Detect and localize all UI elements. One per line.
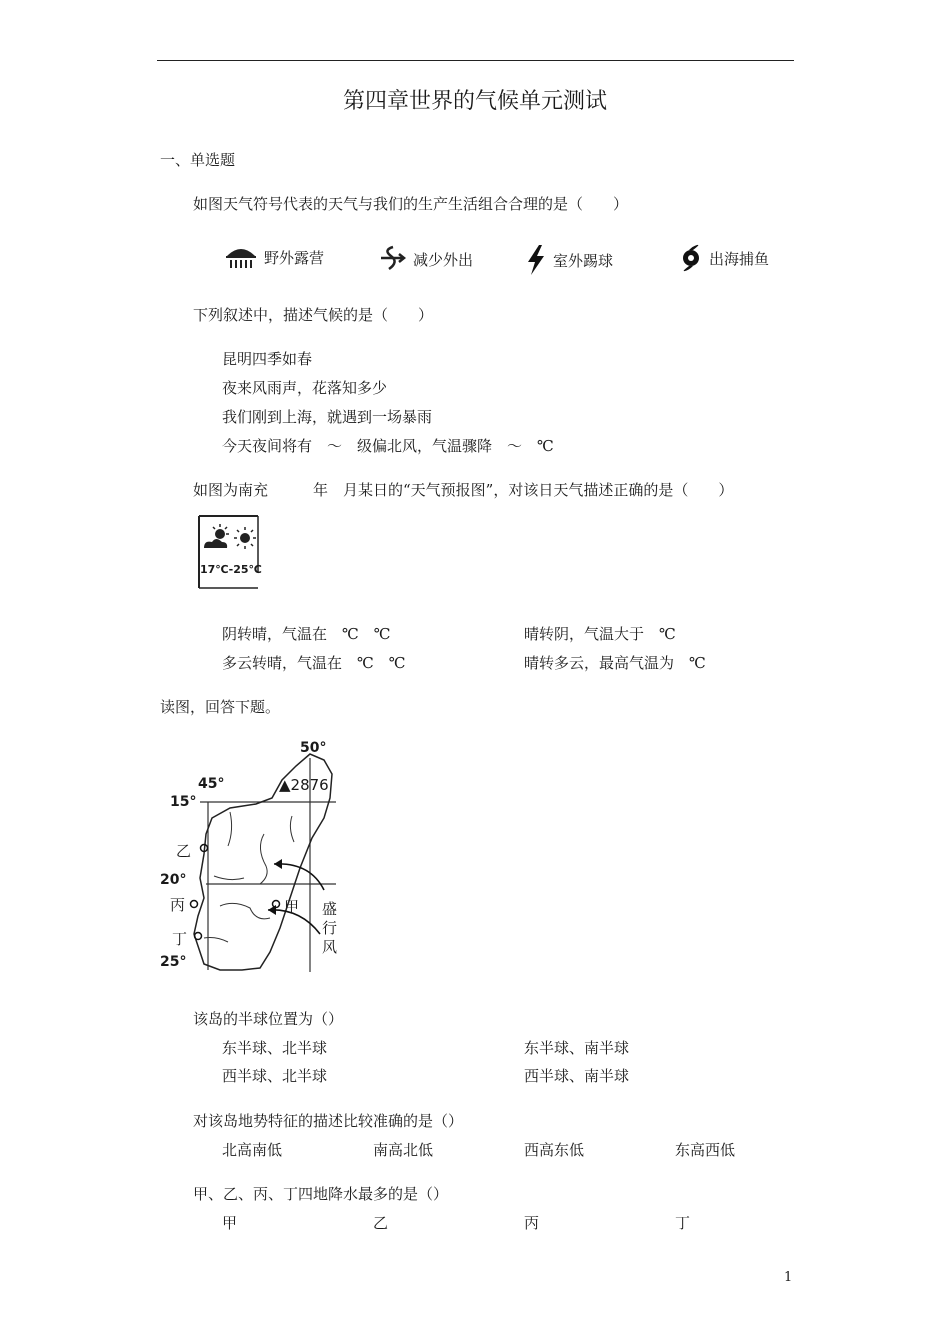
- q5-option-c[interactable]: 西高东低: [524, 1141, 585, 1159]
- q5-option-d[interactable]: 东高西低: [675, 1141, 736, 1159]
- question-3-stem: 如图为南充 年 月某日的“天气预报图”，对该日天气描述正确的是（ ）: [193, 481, 734, 499]
- q4-option-c[interactable]: 西半球、北半球: [222, 1067, 328, 1085]
- map-lat-15: 15°: [170, 794, 197, 810]
- q6-option-c[interactable]: 丙: [524, 1214, 540, 1232]
- q5-option-b[interactable]: 南高北低: [373, 1141, 434, 1159]
- q4-option-d[interactable]: 西半球、南半球: [524, 1067, 630, 1085]
- forecast-temperature: 17℃-25℃: [200, 563, 262, 576]
- map-lat-20: 20°: [160, 872, 187, 888]
- q2-option-d[interactable]: 今天夜间将有 ～ 级偏北风，气温骤降 ～ ℃: [222, 437, 554, 455]
- map-lon-45: 45°: [198, 776, 225, 792]
- question-2-stem: 下列叙述中，描述气候的是（ ）: [193, 306, 434, 324]
- weather-forecast-figure: [196, 512, 262, 590]
- q1-option-a[interactable]: [224, 244, 324, 270]
- q2-option-c[interactable]: 我们刚到上海，就遇到一场暴雨: [222, 408, 433, 426]
- header-rule: [157, 60, 794, 61]
- q1-option-c-label: 室外踢球: [553, 251, 614, 270]
- q3-option-c[interactable]: 多云转晴，气温在 ℃ ℃: [222, 654, 406, 672]
- map-place-jia: 甲: [284, 898, 300, 916]
- q1-option-d[interactable]: [679, 244, 769, 272]
- map-lon-50: 50°: [300, 740, 327, 756]
- q1-option-a-label: 野外露营: [264, 248, 325, 267]
- question-4-stem: 该岛的半球位置为（）: [193, 1010, 344, 1028]
- q3-option-a[interactable]: 阴转晴，气温在 ℃ ℃: [222, 625, 391, 643]
- section-heading: 一、单选题: [160, 151, 236, 169]
- map-lat-25: 25°: [160, 954, 187, 970]
- typhoon-icon: [679, 244, 703, 272]
- q4-option-b[interactable]: 东半球、南半球: [524, 1039, 630, 1057]
- q2-option-a[interactable]: 昆明四季如春: [222, 350, 313, 368]
- q6-option-b[interactable]: 乙: [373, 1214, 389, 1232]
- q6-option-d[interactable]: 丁: [675, 1214, 691, 1232]
- page-title: 第四章世界的气候单元测试: [342, 89, 607, 114]
- q1-option-b[interactable]: [377, 244, 473, 274]
- rain-icon: [224, 244, 258, 270]
- island-map-figure: [160, 738, 360, 978]
- sandstorm-icon: [377, 244, 407, 274]
- question-5-stem: 对该岛地势特征的描述比较准确的是（）: [193, 1112, 464, 1130]
- q1-option-c[interactable]: [525, 244, 613, 276]
- q2-option-b[interactable]: 夜来风雨声，花落知多少: [222, 379, 388, 397]
- question-6-stem: 甲、乙、丙、丁四地降水最多的是（）: [193, 1185, 449, 1203]
- q4-option-a[interactable]: 东半球、北半球: [222, 1039, 328, 1057]
- page-number: 1: [784, 1270, 793, 1285]
- q3-option-b[interactable]: 晴转阴，气温大于 ℃: [524, 625, 676, 643]
- thunder-icon: [525, 244, 547, 276]
- read-map-instruction: 读图，回答下题。: [160, 698, 281, 716]
- map-place-ding: 丁: [172, 930, 188, 948]
- question-1-stem: 如图天气符号代表的天气与我们的生产生活组合合理的是（ ）: [193, 195, 629, 213]
- cloudy-sun-icon: [204, 524, 229, 548]
- map-place-yi: 乙: [176, 842, 192, 860]
- q6-option-a[interactable]: 甲: [222, 1214, 238, 1232]
- map-place-bing: 丙: [170, 896, 186, 914]
- map-peak-elevation: ▲2876: [279, 776, 329, 794]
- sunny-icon: [234, 527, 256, 549]
- q5-option-a[interactable]: 北高南低: [222, 1141, 283, 1159]
- map-wind-label: 盛 行 风: [322, 900, 338, 956]
- q1-option-d-label: 出海捕鱼: [709, 249, 770, 268]
- q1-option-b-label: 减少外出: [413, 250, 474, 269]
- q3-option-d[interactable]: 晴转多云，最高气温为 ℃: [524, 654, 706, 672]
